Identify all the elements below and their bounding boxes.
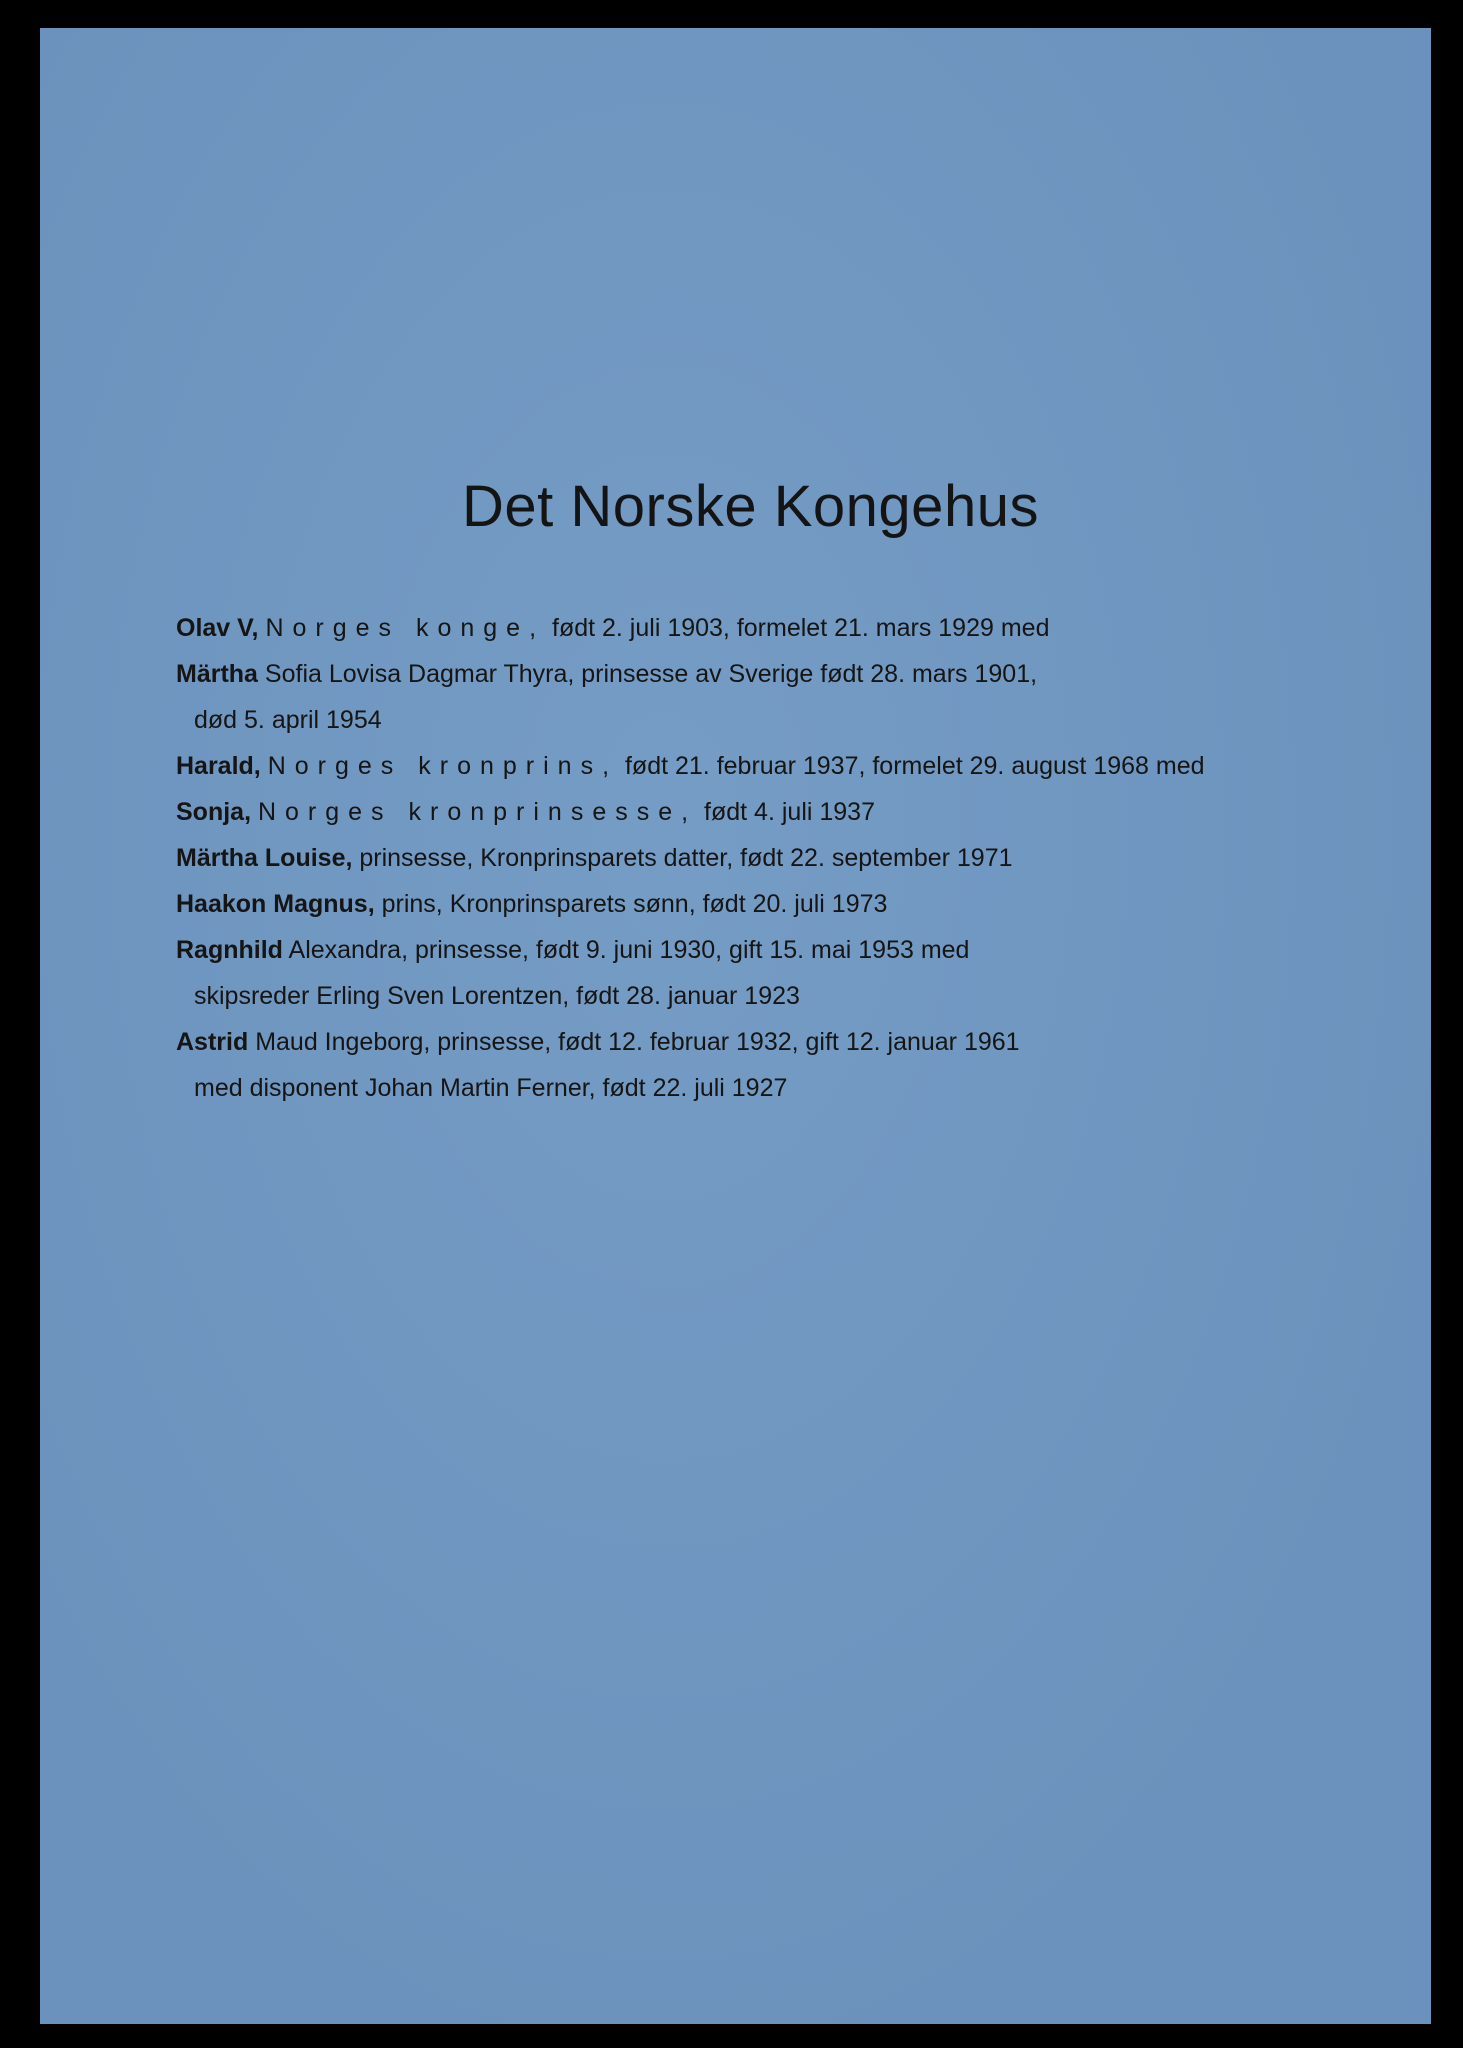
entry-name: Harald, bbox=[176, 752, 261, 780]
entry-text: født 4. juli 1937 bbox=[704, 798, 875, 826]
entry-line bbox=[176, 885, 1396, 923]
entry-continuation bbox=[176, 701, 1396, 739]
entry-spaced-title: Norges kronprinsesse, bbox=[257, 798, 698, 826]
entry-spaced-title: Norges kronprins, bbox=[267, 752, 619, 780]
entry-continuation bbox=[176, 1069, 1396, 1107]
entry-continuation bbox=[176, 977, 1396, 1015]
entry-line bbox=[176, 839, 1396, 877]
entry-name: Ragnhild bbox=[176, 936, 283, 964]
entries-list bbox=[176, 609, 1396, 1115]
entry-continuation-text: skipsreder Erling Sven Lorentzen, født 28. januar 1923 bbox=[194, 982, 800, 1010]
entry-line bbox=[176, 1023, 1396, 1061]
entry-name: Sonja, bbox=[176, 798, 252, 826]
entry-text: prinsesse, Kronprinsparets datter, født 22. september 1971 bbox=[359, 844, 1013, 872]
entry-text: født 2. juli 1903, formelet 21. mars 1929 med bbox=[552, 614, 1050, 642]
entry-name: Märtha bbox=[176, 660, 258, 688]
entry-text: Alexandra, prinsesse, født 9. juni 1930, gift 15. mai 1953 med bbox=[288, 936, 970, 964]
entry-text: prins, Kronprinsparets sønn, født 20. juli 1973 bbox=[381, 890, 888, 918]
entry-text: Maud Ingeborg, prinsesse, født 12. februar 1932, gift 12. januar 1961 bbox=[255, 1028, 1020, 1056]
entry-line bbox=[176, 655, 1396, 693]
entry-name: Haakon Magnus, bbox=[176, 890, 375, 918]
entry-name: Olav V, bbox=[176, 614, 259, 642]
entry-spaced-title: Norges konge, bbox=[265, 614, 546, 642]
entry-line bbox=[176, 793, 1396, 831]
entry-text: Sofia Lovisa Dagmar Thyra, prinsesse av Sverige født 28. mars 1901, bbox=[264, 660, 1038, 688]
entry-line bbox=[176, 747, 1396, 785]
entry-line bbox=[176, 931, 1396, 969]
entry-name: Märtha Louise, bbox=[176, 844, 353, 872]
entry-text: født 21. februar 1937, formelet 29. august 1968 med bbox=[624, 752, 1205, 780]
document-page bbox=[40, 28, 1431, 2024]
entry-continuation-text: med disponent Johan Martin Ferner, født 22. juli 1927 bbox=[194, 1074, 788, 1102]
entry-name: Astrid bbox=[176, 1028, 249, 1056]
entry-line bbox=[176, 609, 1396, 647]
page-title: Det Norske Kongehus bbox=[462, 474, 1039, 539]
entry-continuation-text: død 5. april 1954 bbox=[194, 706, 382, 734]
